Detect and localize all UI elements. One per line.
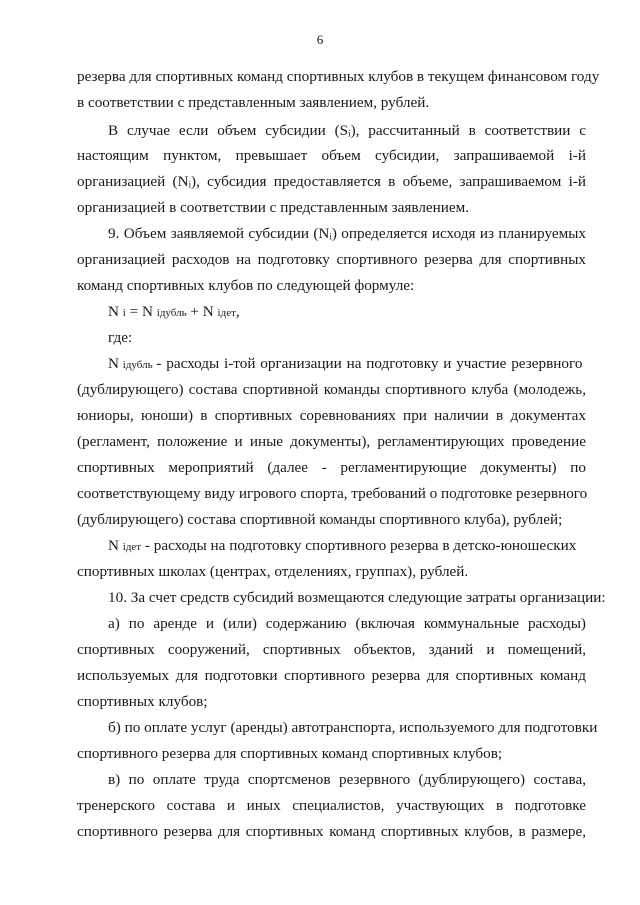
text-line: спортивных школах (центрах, отделениях, группах), рублей. [77,563,469,580]
text-line: команд спортивных клубов по следующей формуле: [77,277,415,294]
def2-sub: iдет [122,541,142,553]
definition-line [108,354,586,375]
text-line: (дублирующего) состава спортивной команды спортивного клуба), рублей; [77,511,563,528]
text-line: (регламент, положение и иные документы), регламентирующих проведение [77,433,586,450]
text-line: резерва для спортивных команд спортивных клубов в текущем финансовом году [77,68,600,85]
text-line: б) по оплате услуг (аренды) автотранспорта, используемого для подготовки [108,719,598,736]
text-line: в соответствии с представленным заявлением, рублей. [77,94,430,111]
text-line: в) по оплате труда спортсменов резервного (дублирующего) состава, [108,771,586,788]
def1-sub: iдубль [122,359,153,371]
formula-term2-sub: iдет [217,307,236,319]
text-line: спортивного резерва для спортивных команд спортивных клубов; [77,745,503,762]
text-line: организацией в соответствии с представленным заявлением. [77,199,470,216]
text-line: а) по аренде и (или) содержанию (включая коммунальные расходы) [108,615,586,632]
text-line: спортивных мероприятий (далее - регламентирующие документы) по [77,459,586,476]
text-line: организацией (Nᵢ), субсидия предоставляется в объеме, запрашиваемом i-й [77,173,586,190]
text-line: спортивного резерва для спортивных команд спортивных клубов, в размере, [77,823,586,840]
def1-symbol: N [108,355,119,372]
text-line: 10. За счет средств субсидий возмещаются следующие затраты организации: [108,589,606,606]
def2-text: - расходы на подготовку спортивного резерва в детско-юношеских [144,537,577,554]
formula-plus: + N [190,303,214,320]
text-line: где: [108,329,133,346]
text-line: (дублирующего) состава спортивной команды спортивного клуба (молодежь, [77,381,586,398]
text-line: В случае если объем субсидии (Sᵢ), рассчитанный в соответствии с [108,122,586,139]
text-line: тренерского состава и иных специалистов, участвующих в подготовке [77,797,586,814]
formula-term1-sub: iдубль [156,307,187,319]
text-line: спортивных клубов; [77,693,208,710]
text-line: 9. Объем заявляемой субсидии (Nᵢ) определяется исходя из планируемых [108,225,586,242]
definition-line [108,536,617,557]
text-line: настоящим пунктом, превышает объем субсидии, запрашиваемой i-й [77,147,586,164]
text-line: организацией расходов на подготовку спортивного резерва для спортивных [77,251,586,268]
def2-symbol: N [108,537,119,554]
text-line: используемых для подготовки спортивного резерва для спортивных команд [77,667,586,684]
text-line: спортивных сооружений, спортивных объектов, зданий и помещений, [77,641,586,658]
formula-eq: = N [129,303,153,320]
formula-lhs-sub: i [122,307,126,319]
formula [108,302,617,323]
text-line: соответствующему виду игрового спорта, требований о подготовке резервного [77,485,588,502]
text-line: юниоры, юноши) в спортивных соревнованиях при наличии в документах [77,407,586,424]
page-number: 6 [316,32,324,47]
formula-lhs: N [108,303,119,320]
formula-tail: , [235,303,240,320]
def1-text: - расходы i-той организации на подготовку и участие резервного [156,355,583,372]
